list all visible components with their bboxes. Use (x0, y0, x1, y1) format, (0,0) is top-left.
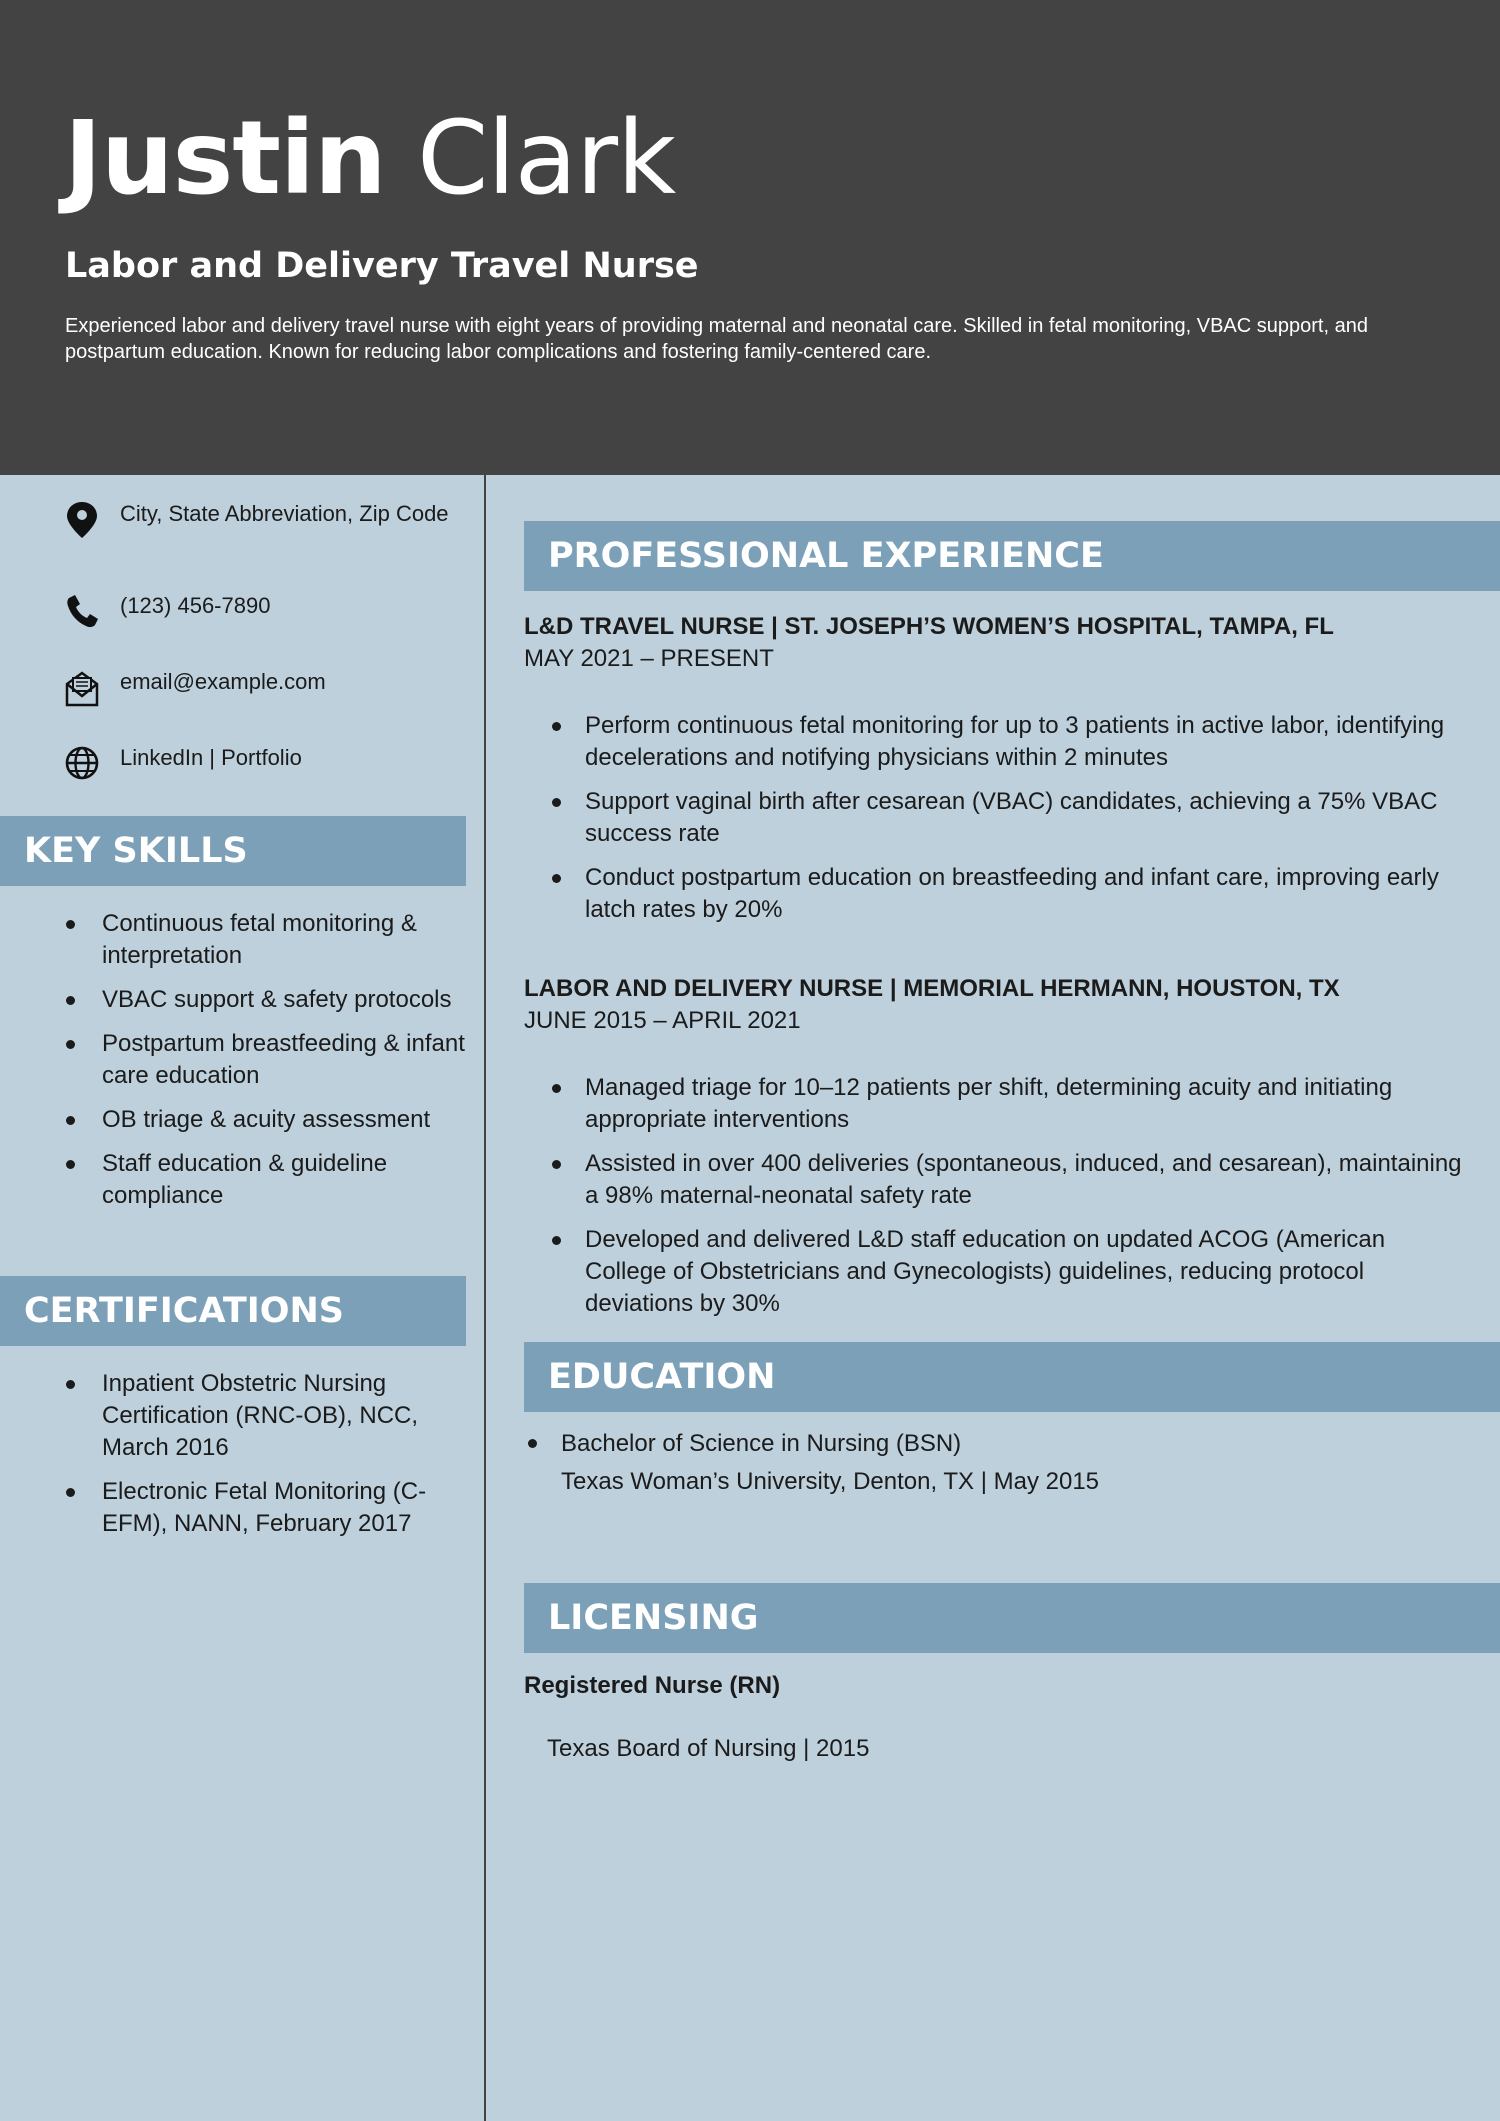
license-title: Registered Nurse (RN) (524, 1672, 781, 1699)
professional-summary: Experienced labor and delivery travel nurse with eight years of providing maternal and neonatal care. Skilled in fetal monitoring, VBAC support, and postpartum education. Known for reducing labor complications and fostering family-centered care. (65, 315, 1368, 363)
contact-email (64, 668, 464, 708)
skill-item: OB triage & acuity assessment (102, 1104, 472, 1136)
job-bullets (585, 710, 1465, 938)
key-skills-heading: KEY SKILLS (0, 816, 466, 886)
school: Texas Woman’s University, Denton, TX | May 2015 (561, 1468, 1100, 1495)
job-bullet: Assisted in over 400 deliveries (spontaneous, induced, and cesarean), maintaining a 98% maternal-neonatal safety rate (585, 1148, 1465, 1212)
certification-item: Electronic Fetal Monitoring (C-EFM), NANN, February 2017 (102, 1476, 472, 1540)
skill-item: Postpartum breastfeeding & infant care education (102, 1028, 472, 1092)
links-text[interactable]: LinkedIn | Portfolio (120, 745, 302, 770)
job-dates: JUNE 2015 – APRIL 2021 (524, 1007, 801, 1034)
key-skills-list (102, 908, 472, 1224)
phone-text[interactable]: (123) 456-7890 (120, 593, 271, 618)
job-bullet: Developed and delivered L&D staff education on updated ACOG (American College of Obstetricians and Gynecologists) guidelines, reducing protocol deviations by 30% (585, 1224, 1465, 1320)
skill-item: Continuous fetal monitoring & interpretation (102, 908, 472, 972)
experience-heading: PROFESSIONAL EXPERIENCE (524, 521, 1500, 591)
contact-links (64, 744, 464, 784)
degree: Bachelor of Science in Nursing (BSN) (561, 1430, 962, 1457)
resume-header (0, 0, 1500, 475)
last-name: Clark (417, 99, 676, 218)
job-bullet: Managed triage for 10–12 patients per shift, determining acuity and initiating appropriate interventions (585, 1072, 1465, 1136)
certifications-list (102, 1368, 472, 1552)
skill-item: VBAC support & safety protocols (102, 984, 472, 1016)
certifications-heading: CERTIFICATIONS (0, 1276, 466, 1346)
certification-item: Inpatient Obstetric Nursing Certification (RNC-OB), NCC, March 2016 (102, 1368, 472, 1464)
job-title: Labor and Delivery Travel Nurse (65, 246, 699, 286)
location-text: City, State Abbreviation, Zip Code (120, 501, 449, 526)
envelope-icon (64, 668, 100, 708)
globe-icon (64, 744, 100, 784)
education-entry (561, 1425, 1461, 1501)
location-pin-icon (64, 500, 100, 540)
job-bullets (585, 1072, 1465, 1332)
education-heading: EDUCATION (524, 1342, 1500, 1412)
skill-item: Staff education & guideline compliance (102, 1148, 472, 1212)
candidate-name (64, 99, 676, 218)
job-bullet: Conduct postpartum education on breastfeeding and infant care, improving early latch rates by 20% (585, 862, 1465, 926)
email-text[interactable]: email@example.com (120, 669, 326, 694)
contact-phone (64, 592, 464, 632)
job-dates: MAY 2021 – PRESENT (524, 645, 774, 672)
license-board: Texas Board of Nursing | 2015 (547, 1735, 870, 1762)
phone-icon (64, 592, 100, 632)
job-role: L&D TRAVEL NURSE | ST. JOSEPH’S WOMEN’S HOSPITAL, TAMPA, FL (524, 613, 1334, 640)
job-role: LABOR AND DELIVERY NURSE | MEMORIAL HERMANN, HOUSTON, TX (524, 975, 1340, 1002)
column-divider (484, 475, 486, 2121)
contact-location (64, 500, 464, 540)
first-name: Justin (64, 99, 386, 218)
licensing-heading: LICENSING (524, 1583, 1500, 1653)
job-bullet: Perform continuous fetal monitoring for up to 3 patients in active labor, identifying decelerations and notifying physicians within 2 minutes (585, 710, 1465, 774)
job-bullet: Support vaginal birth after cesarean (VBAC) candidates, achieving a 75% VBAC success rate (585, 786, 1465, 850)
